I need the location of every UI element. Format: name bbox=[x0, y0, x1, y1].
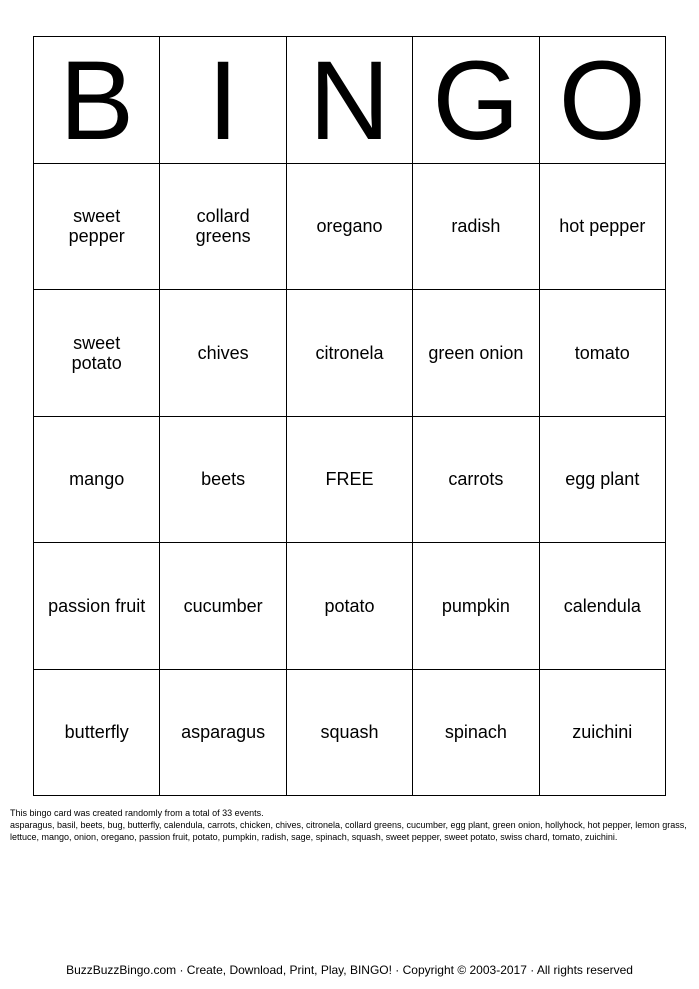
footer-copyright: BuzzBuzzBingo.com · Create, Download, Print, Play, BINGO! · Copyright © 2003-2017 · All rights reserved bbox=[66, 963, 633, 977]
bingo-cell-text: beets bbox=[201, 469, 246, 490]
card-info bbox=[10, 807, 690, 843]
bingo-cell-text: spinach bbox=[444, 722, 507, 743]
bingo-cell-text: mango bbox=[69, 469, 125, 490]
bingo-cell-r1-c2 bbox=[160, 164, 286, 291]
bingo-cell-r2-c1 bbox=[34, 290, 160, 417]
bingo-cell-text: FREE bbox=[325, 469, 374, 490]
bingo-cell-text: passion fruit bbox=[48, 595, 146, 616]
bingo-cell-r1-c3 bbox=[287, 164, 413, 291]
bingo-cell-r3-c2 bbox=[160, 417, 286, 544]
bingo-cell-r1-c1 bbox=[34, 164, 160, 291]
bingo-cell-text: tomato bbox=[574, 342, 630, 363]
bingo-cell-text: collard greens bbox=[195, 206, 251, 247]
bingo-cell-r2-c4 bbox=[413, 290, 539, 417]
bingo-cell-text: pumpkin bbox=[441, 595, 510, 616]
bingo-cell-text: hot pepper bbox=[559, 216, 646, 237]
bingo-cell-text: zuichini bbox=[572, 722, 633, 743]
bingo-cell-text: green onion bbox=[428, 342, 524, 363]
bingo-cell-r1-c4 bbox=[413, 164, 539, 291]
bingo-cell-r3-c4 bbox=[413, 417, 539, 544]
bingo-cell-text: squash bbox=[320, 722, 379, 743]
bingo-cell-text: chives bbox=[197, 342, 249, 363]
header-letter-g: G bbox=[413, 37, 539, 164]
bingo-cell-free bbox=[287, 417, 413, 544]
bingo-cell-r4-c3 bbox=[287, 543, 413, 670]
bingo-cell-r3-c5 bbox=[540, 417, 666, 544]
bingo-cell-text: citronela bbox=[315, 342, 384, 363]
card-info-summary: This bingo card was created randomly from a total of 33 events. bbox=[10, 808, 264, 818]
header-letter-n: N bbox=[287, 37, 413, 164]
bingo-cell-text: calendula bbox=[563, 595, 641, 616]
bingo-cell-text: sweet pepper bbox=[68, 206, 125, 247]
bingo-cell-text: egg plant bbox=[565, 469, 640, 490]
bingo-cell-r5-c5 bbox=[540, 670, 666, 797]
bingo-cell-r2-c2 bbox=[160, 290, 286, 417]
bingo-cell-r5-c3 bbox=[287, 670, 413, 797]
bingo-cell-text: cucumber bbox=[183, 595, 263, 616]
bingo-cell-text: sweet potato bbox=[71, 332, 122, 373]
bingo-cell-r4-c5 bbox=[540, 543, 666, 670]
bingo-cell-r5-c4 bbox=[413, 670, 539, 797]
bingo-cell-r2-c3 bbox=[287, 290, 413, 417]
bingo-cell-text: potato bbox=[324, 595, 375, 616]
bingo-cell-text: asparagus bbox=[181, 722, 266, 743]
header-letter-i: I bbox=[160, 37, 286, 164]
bingo-cell-text: carrots bbox=[448, 469, 504, 490]
bingo-cell-r4-c4 bbox=[413, 543, 539, 670]
bingo-cell-r3-c1 bbox=[34, 417, 160, 544]
header-letter-o: O bbox=[540, 37, 666, 164]
bingo-cell-r4-c2 bbox=[160, 543, 286, 670]
bingo-cell-text: radish bbox=[451, 216, 501, 237]
bingo-cell-r2-c5 bbox=[540, 290, 666, 417]
header-letter-b: B bbox=[34, 37, 160, 164]
bingo-cell-r5-c2 bbox=[160, 670, 286, 797]
bingo-card bbox=[33, 36, 666, 796]
bingo-cell-text: butterfly bbox=[64, 722, 129, 743]
bingo-cell-r1-c5 bbox=[540, 164, 666, 291]
bingo-cell-text: oregano bbox=[316, 216, 383, 237]
bingo-cell-r5-c1 bbox=[34, 670, 160, 797]
card-info-events: asparagus, basil, beets, bug, butterfly, calendula, carrots, chicken, chives, citronela, collard greens, cucumber, egg plant, green onion, hollyhock, hot pepper, lemon grass, lettuce, mango, onion, oregano, passion fruit, potato, pumpkin, radish, sage, spinach, squash, sweet pepper, sweet potato, swiss chard, tomato, zuichini. bbox=[10, 820, 687, 842]
bingo-cell-r4-c1 bbox=[34, 543, 160, 670]
